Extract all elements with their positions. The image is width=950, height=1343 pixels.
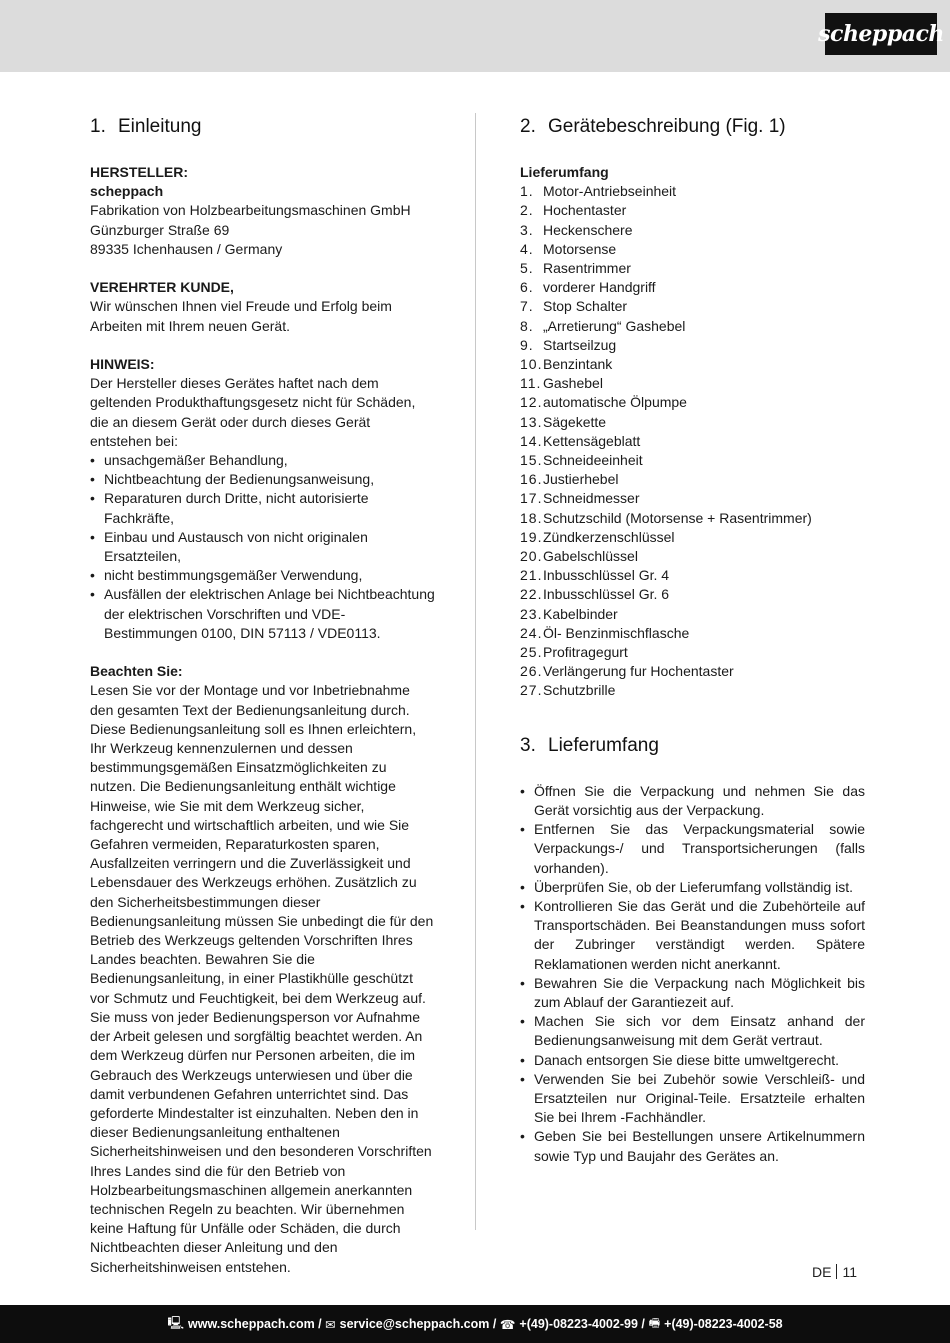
parts-list-item <box>520 240 865 259</box>
parts-item-label: Zündkerzenschlüssel <box>543 528 675 545</box>
parts-item-number: 5. <box>520 260 534 277</box>
parts-list-item <box>520 259 865 278</box>
parts-item-number: 17. <box>520 490 543 507</box>
parts-list-item <box>520 566 865 585</box>
parts-list-item <box>520 336 865 355</box>
parts-list-item <box>520 662 865 681</box>
notice-item: • unsachgemäßer Behandlung, <box>90 451 435 470</box>
manufacturer-block <box>90 163 435 259</box>
parts-list-item <box>520 528 865 547</box>
parts-list <box>520 182 865 700</box>
parts-item-number: 25. <box>520 644 543 661</box>
parts-item-label: Motor-Antriebseinheit <box>543 183 677 200</box>
note-text: Lesen Sie vor der Montage und vor Inbetriebnahme den gesamten Text der Bedienungsanleitung durch. Diese Bedienungsanleitung soll es Ihnen erleichtern, Ihr Werkzeug kennenzulernen und dessen bestimmungsgemäßen Einsatzmöglichkeiten zu nutzen. Die Bedienungsanleitung enthält wichtige Hinweise, wie Sie mit dem Werkzeug sicher, fachgerecht und wirtschaftlich arbeiten, und wie Sie Gefahren vermeiden, Reparaturkosten sparen, Ausfallzeiten verringern und die Zuverlässigkeit und Lebensdauer des Werkzeugs erhöhen. Zusätzlich zu den Sicherheitsbestimmungen dieser Bedienungsanleitung müssen Sie unbedingt die für den Betrieb des Werkzeugs geltenden Vorschriften Ihres Landes beachten. Bewahren Sie die Bedienungsanleitung, in einer Plastikhülle geschützt vor Schmutz und Feuchtigkeit, bei dem Werkzeug auf. Sie muss von jeder Bedienungsperson vor Aufnahme der Arbeit gelesen und sorgfältig beachtet werden. An dem Werkzeug dürfen nur Personen arbeiten, die im Gebrauch des Werkzeugs unterwiesen und über die damit verbundenen Gefahren unterrichtet sind. Das geforderte Mindestalter ist einzuhalten. Neben den in dieser Bedienungsanleitung enthaltenen Sicherheitshinweisen und den besonderen Vorschriften Ihres Landes sind die für den Betrieb von Holzbearbeitungsmaschinen allgemein anerkannten technischen Regeln zu beachten. Wir übernehmen keine Haftung für Unfälle oder Schäden, die durch Nichtbeachten dieser Anleitung und den Sicherheitshinweisen entstehen. <box>90 682 434 1275</box>
parts-list-item <box>520 509 865 528</box>
parts-list-item <box>520 355 865 374</box>
column-divider <box>475 113 476 1230</box>
parts-list-item <box>520 182 865 201</box>
parts-item-number: 22. <box>520 586 543 603</box>
parts-item-label: Sägekette <box>543 413 607 430</box>
section-1-heading: 1. Einleitung <box>90 116 202 137</box>
parts-item-number: 9. <box>520 336 534 353</box>
customer-text: Wir wünschen Ihnen viel Freude und Erfolg beim Arbeiten mit Ihrem neuen Gerät. <box>90 298 392 334</box>
manufacturer-line: Fabrikation von Holzbearbeitungsmaschinen GmbH <box>90 202 411 219</box>
manufacturer-line: 89335 Ichenhausen / Germany <box>90 240 283 257</box>
parts-item-label: Verlängerung fur Hochentaster <box>543 663 734 680</box>
parts-item-number: 3. <box>520 221 534 238</box>
parts-item-label: Justierhebel <box>543 471 619 488</box>
phone-icon: ☎ <box>499 1317 516 1332</box>
parts-item-number: 21. <box>520 567 543 584</box>
parts-item-label: Gabelschlüssel <box>543 548 638 565</box>
right-column <box>520 115 865 1166</box>
unpacking-step: • Machen Sie sich vor dem Einsatz anhand der Bedienungsanweisung mit dem Gerät vertraut. <box>520 1012 865 1050</box>
parts-item-label: Inbusschlüssel Gr. 6 <box>543 586 670 603</box>
footer-fax: +(49)-08223-4002-58 <box>664 1317 783 1331</box>
parts-item-number: 26. <box>520 663 543 680</box>
footer-web: www.scheppach.com / <box>188 1317 322 1331</box>
notice-item: • Einbau und Austausch von nicht originalen Ersatzteilen, <box>90 528 435 566</box>
parts-item-label: Schutzschild (Motorsense + Rasentrimmer) <box>543 509 812 526</box>
parts-list-item <box>520 605 865 624</box>
unpacking-step: • Danach entsorgen Sie diese bitte umweltgerecht. <box>520 1051 865 1070</box>
parts-item-label: Hochentaster <box>543 202 627 219</box>
parts-list-item <box>520 278 865 297</box>
unpacking-steps <box>520 782 865 1166</box>
parts-list-item <box>520 432 865 451</box>
manufacturer-label: HERSTELLER: <box>90 164 188 180</box>
parts-list-item <box>520 413 865 432</box>
parts-list-item <box>520 470 865 489</box>
parts-item-label: Schutzbrille <box>543 682 616 699</box>
parts-item-number: 23. <box>520 605 543 622</box>
parts-item-label: Inbusschlüssel Gr. 4 <box>543 567 670 584</box>
customer-block <box>90 278 435 336</box>
parts-list-item <box>520 221 865 240</box>
parts-list-item <box>520 297 865 316</box>
parts-list-item <box>520 201 865 220</box>
notice-item: • Nichtbeachtung der Bedienungsanweisung, <box>90 470 435 489</box>
customer-label: VEREHRTER KUNDE, <box>90 279 234 296</box>
parts-item-label: Kettensägeblatt <box>543 432 641 449</box>
scheppach-logo: scheppach <box>825 13 937 55</box>
unpacking-step: • Entfernen Sie das Verpackungsmaterial sowie Verpackungs-/ und Transportsicherungen (falls vorhanden). <box>520 820 865 878</box>
notice-item: • Ausfällen der elektrischen Anlage bei Nichtbeachtung der elektrischen Vorschriften und VDE-Bestimmungen 0100, DIN 57113 / VDE0113. <box>90 585 435 643</box>
section-2-heading: 2. Gerätebeschreibung (Fig. 1) <box>520 116 786 137</box>
scope-label: Lieferumfang <box>520 164 609 180</box>
left-column <box>90 115 435 1296</box>
manufacturer-name: scheppach <box>90 183 164 200</box>
footer-phone: +(49)-08223-4002-99 / <box>519 1317 645 1331</box>
parts-list-item <box>520 624 865 643</box>
parts-item-label: Öl- Benzinmischflasche <box>543 624 690 641</box>
parts-list-item <box>520 547 865 566</box>
unpacking-step: • Bewahren Sie die Verpackung nach Möglichkeit bis zum Ablauf der Garantiezeit auf. <box>520 974 865 1012</box>
parts-item-number: 20. <box>520 548 543 565</box>
parts-item-number: 11. <box>520 375 542 392</box>
parts-item-label: automatische Ölpumpe <box>543 394 687 411</box>
parts-item-number: 7. <box>520 298 534 315</box>
parts-item-number: 27. <box>520 682 543 699</box>
parts-list-item <box>520 451 865 470</box>
manufacturer-line: Günzburger Straße 69 <box>90 221 230 238</box>
parts-item-number: 18. <box>520 509 543 526</box>
parts-item-label: Benzintank <box>543 356 613 373</box>
parts-item-number: 10. <box>520 356 543 373</box>
parts-list-item <box>520 681 865 700</box>
parts-item-number: 16. <box>520 471 543 488</box>
unpacking-step: • Kontrollieren Sie das Gerät und die Zubehörteile auf Transportschäden. Bei Beanstandungen muss sofort der Zubringer verständigt werden. Spätere Reklamationen werden nicht anerkannt. <box>520 897 865 974</box>
page-lang: DE <box>812 1264 832 1280</box>
unpacking-step: • Überprüfen Sie, ob der Lieferumfang vollständig ist. <box>520 878 865 897</box>
parts-item-number: 1. <box>520 183 534 200</box>
parts-item-label: vorderer Handgriff <box>543 279 656 296</box>
note-label: Beachten Sie: <box>90 663 183 680</box>
parts-item-label: Schneidmesser <box>543 490 640 507</box>
parts-list-item <box>520 393 865 412</box>
parts-list-item <box>520 489 865 508</box>
note-block <box>90 662 435 1277</box>
notice-label: HINWEIS: <box>90 356 155 372</box>
parts-item-number: 4. <box>520 240 534 257</box>
parts-item-label: Motorsense <box>543 240 617 257</box>
parts-list-item <box>520 585 865 604</box>
notice-item: • nicht bestimmungsgemäßer Verwendung, <box>90 566 435 585</box>
parts-item-number: 24. <box>520 624 543 641</box>
parts-item-number: 19. <box>520 528 543 545</box>
parts-item-number: 8. <box>520 317 534 334</box>
parts-item-label: Kabelbinder <box>543 605 618 622</box>
parts-item-number: 15. <box>520 452 543 469</box>
mail-icon: ✉︎ <box>325 1317 336 1332</box>
parts-item-label: Stop Schalter <box>543 298 628 315</box>
parts-item-label: Schneideeinheit <box>543 452 643 469</box>
header-band <box>0 0 950 72</box>
footer-bar <box>0 1305 950 1343</box>
unpacking-step: • Verwenden Sie bei Zubehör sowie Verschleiß- und Ersatzteilen nur Original-Teile. Ersatzteile erhalten Sie bei Ihrem -Fachhändler. <box>520 1070 865 1128</box>
parts-list-item <box>520 317 865 336</box>
parts-item-label: Gashebel <box>543 375 603 392</box>
notice-list <box>90 451 435 643</box>
computer-icon: 🖳︎ <box>167 1315 185 1330</box>
notice-block <box>90 355 435 643</box>
page-number-value: 11 <box>842 1264 857 1280</box>
section-3-heading: 3. Lieferumfang <box>520 734 659 756</box>
parts-item-number: 14. <box>520 432 543 449</box>
parts-item-number: 13. <box>520 413 543 430</box>
parts-item-number: 12. <box>520 394 543 411</box>
unpacking-step: • Geben Sie bei Bestellungen unsere Artikelnummern sowie Typ und Baujahr des Gerätes an. <box>520 1127 865 1165</box>
unpacking-step: • Öffnen Sie die Verpackung und nehmen Sie das Gerät vorsichtig aus der Verpackung. <box>520 782 865 820</box>
parts-item-label: „Arretierung“ Gashebel <box>543 317 686 334</box>
fax-icon: 🖷︎ <box>648 1315 661 1330</box>
parts-item-label: Profitragegurt <box>543 644 628 661</box>
notice-item: • Reparaturen durch Dritte, nicht autorisierte Fachkräfte, <box>90 489 435 527</box>
parts-item-label: Rasentrimmer <box>543 260 631 277</box>
notice-intro: Der Hersteller dieses Gerätes haftet nach dem geltenden Produkthaftungsgesetz nicht für Schäden, die an diesem Gerät oder durch dieses Gerät entstehen bei: <box>90 375 416 449</box>
parts-item-number: 2. <box>520 202 534 219</box>
parts-item-label: Startseilzug <box>543 336 617 353</box>
parts-item-number: 6. <box>520 279 534 296</box>
page-number <box>812 1264 857 1280</box>
parts-list-item <box>520 374 865 393</box>
footer-mail: service@scheppach.com / <box>339 1317 497 1331</box>
parts-item-label: Heckenschere <box>543 221 633 238</box>
parts-list-item <box>520 643 865 662</box>
